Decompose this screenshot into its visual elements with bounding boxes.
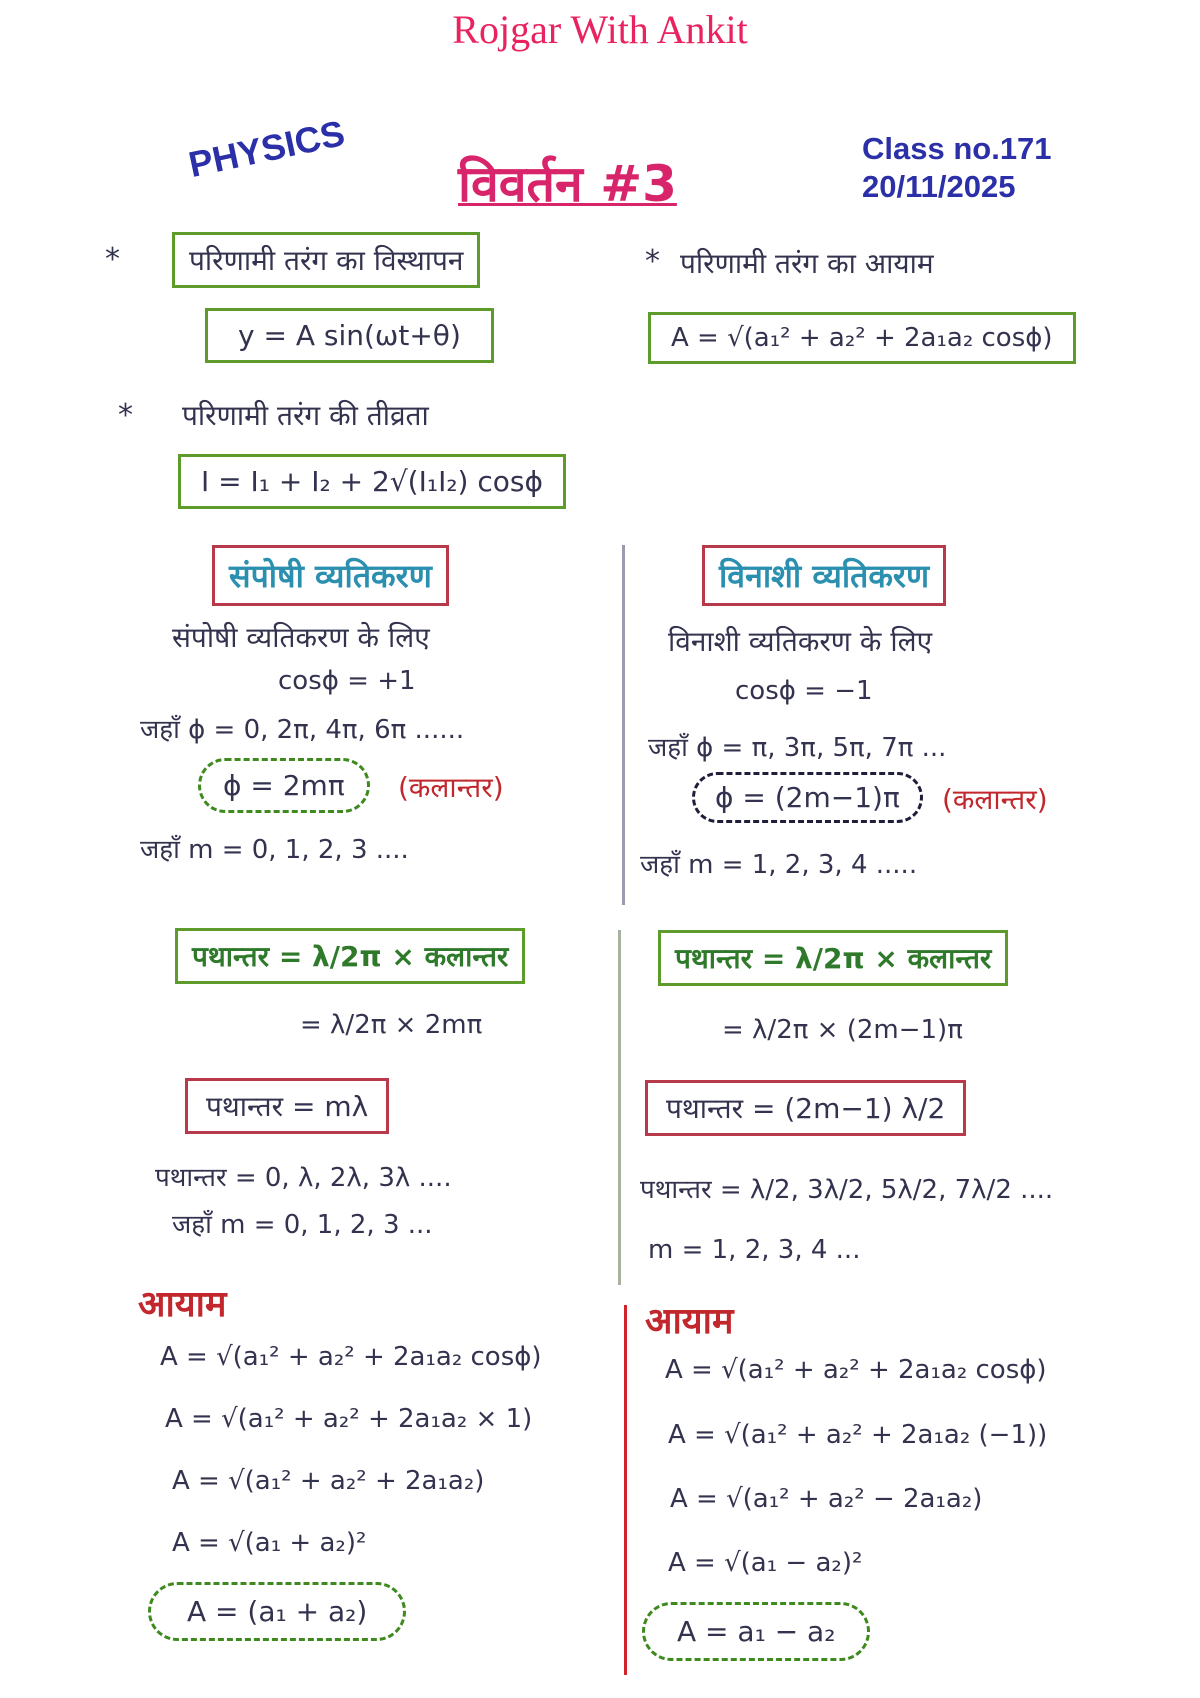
bullet-star: * [645,244,660,279]
constructive-title: संपोषी व्यतिकरण [212,545,449,606]
destructive-path-result: पथान्तर = (2m−1) λ/2 [645,1080,966,1136]
class-info [862,130,1052,206]
constructive-condition: संपोषी व्यतिकरण के लिए [172,621,430,654]
constructive-phase-label: (कलान्तर) [398,771,504,804]
destructive-amp-step: A = √(a₁² + a₂² − 2a₁a₂) [670,1484,983,1514]
destructive-phase-formula: ϕ = (2m−1)π [692,772,923,823]
constructive-amp-step: A = √(a₁² + a₂² + 2a₁a₂) [172,1466,485,1496]
bullet-star: * [105,242,120,277]
class-date: 20/11/2025 [862,169,1016,204]
column-divider [622,545,625,905]
destructive-title: विनाशी व्यतिकरण [702,545,946,606]
constructive-phi-values: जहाँ ϕ = 0, 2π, 4π, 6π ...... [140,715,465,745]
destructive-amp-step: A = √(a₁² + a₂² + 2a₁a₂ cosϕ) [665,1355,1047,1385]
destructive-amp-result: A = a₁ − a₂ [642,1602,870,1661]
amplitude-title: परिणामी तरंग का आयाम [680,247,934,280]
constructive-path-values: पथान्तर = 0, λ, 2λ, 3λ .... [155,1163,452,1193]
constructive-amp-result: A = (a₁ + a₂) [148,1582,406,1641]
intensity-formula: I = I₁ + I₂ + 2√(I₁I₂) cosϕ [178,454,566,509]
destructive-phi-values: जहाँ ϕ = π, 3π, 5π, 7π ... [648,733,947,763]
amplitude-formula: A = √(a₁² + a₂² + 2a₁a₂ cosϕ) [648,312,1076,364]
constructive-amp-step: A = √(a₁ + a₂)² [172,1528,367,1558]
displacement-title: परिणामी तरंग का विस्थापन [172,232,480,288]
destructive-path-step: = λ/2π × (2m−1)π [722,1015,963,1045]
destructive-path-box: पथान्तर = λ/2π × कलान्तर [658,930,1008,986]
constructive-m-values: जहाँ m = 0, 1, 2, 3 .... [140,835,409,865]
watermark-text: Rojgar With Ankit [452,7,748,52]
destructive-phase-label: (कलान्तर) [942,783,1048,816]
intensity-title: परिणामी तरंग की तीव्रता [182,399,429,432]
constructive-amp-heading: आयाम [138,1284,227,1325]
constructive-path-box: पथान्तर = λ/2π × कलान्तर [175,928,525,984]
constructive-cos: cosϕ = +1 [278,666,416,696]
destructive-path-values: पथान्तर = λ/2, 3λ/2, 5λ/2, 7λ/2 .... [640,1175,1054,1205]
destructive-cos: cosϕ = −1 [735,676,873,706]
constructive-path-m: जहाँ m = 0, 1, 2, 3 ... [172,1210,433,1240]
constructive-path-step: = λ/2π × 2mπ [300,1010,483,1040]
destructive-condition: विनाशी व्यतिकरण के लिए [668,625,933,658]
destructive-amp-heading: आयाम [645,1301,734,1342]
constructive-amp-step: A = √(a₁² + a₂² + 2a₁a₂ × 1) [165,1404,533,1434]
constructive-phase-formula: ϕ = 2mπ [198,758,370,813]
column-divider [624,1305,627,1675]
destructive-m-values: जहाँ m = 1, 2, 3, 4 ..... [640,850,918,880]
page-title: विवर्तन #3 [458,155,677,213]
class-number: Class no.171 [862,131,1052,166]
destructive-amp-step: A = √(a₁² + a₂² + 2a₁a₂ (−1)) [668,1420,1048,1450]
column-divider [618,930,621,1285]
displacement-formula: y = A sin(ωt+θ) [205,308,494,363]
constructive-amp-step: A = √(a₁² + a₂² + 2a₁a₂ cosϕ) [160,1342,542,1372]
destructive-amp-step: A = √(a₁ − a₂)² [668,1548,863,1578]
destructive-path-m: m = 1, 2, 3, 4 ... [648,1235,861,1265]
subject-label: PHYSICS [185,112,349,186]
bullet-star: * [118,398,133,433]
constructive-path-result: पथान्तर = mλ [185,1078,389,1134]
